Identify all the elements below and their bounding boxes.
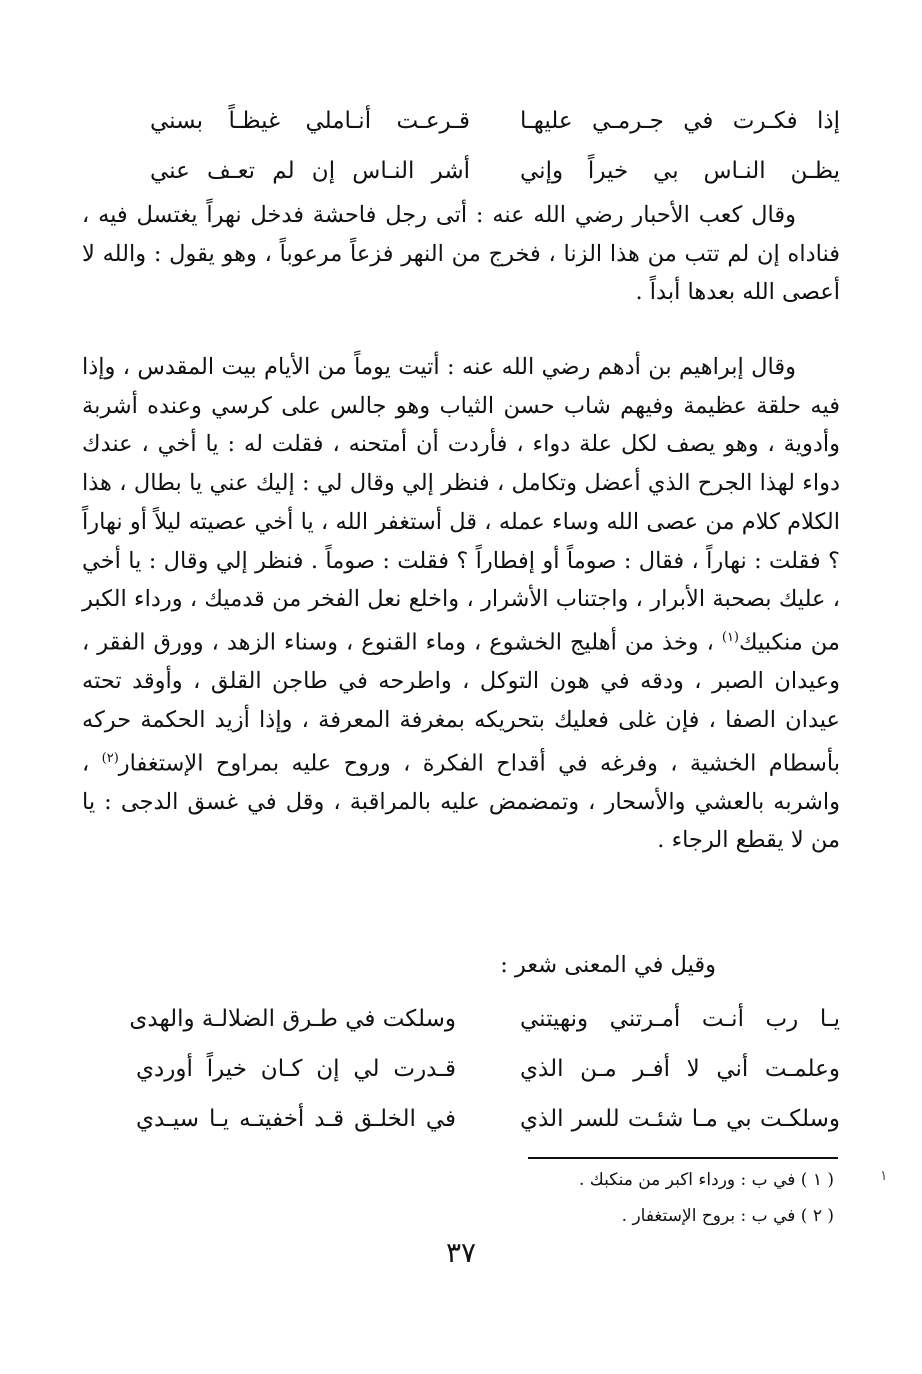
paragraph-ibrahim xyxy=(82,348,840,860)
footnote-separator xyxy=(528,1157,838,1159)
footnote-2: ( ٢ ) في ب : بروح الإستغفار . xyxy=(621,1206,834,1226)
verse-hemistich-first: إذا فكـرت في جـرمـي عليهـا xyxy=(520,108,840,134)
verse-line xyxy=(129,996,840,1046)
verse-hemistich-first: يظـن النـاس بي خيراً وإني xyxy=(520,158,840,184)
poem-intro: وقيل في المعنى شعر : xyxy=(500,952,716,978)
paragraph-text: ، وخذ من أهليج الخشوع ، وماء القنوع ، وسناء الزهد ، وورق الفقر ، وعيدان الصبر ، ودقه في هون التوكل ، واطرحه في طاجن القلق ، وأوقد تحته عيدان الصفا ، فإن غلى فعليك بتحريكه بمغرفة المعرفة ، وإذا أزيد الحكمة حركه بأسطام الخشية ، وفرغه في أقداح الفكرة ، وروح عليه بمراوح الإستغفار xyxy=(82,629,840,777)
footnote-ref: (٢) xyxy=(101,750,119,766)
verse-hemistich-second: في الخلـق قـد أخفيتـه يـا سيـدي xyxy=(136,1106,456,1132)
verse-line xyxy=(150,98,840,148)
paragraph-text: ، واشربه بالعشي والأسحار ، وتمضمض عليه بالمراقبة ، وقل في غسق الدجى : يا من لا يقطع الرجاء . xyxy=(82,750,840,854)
verse-hemistich-first: وسلكـت بي مـا شئـت للسر الذي xyxy=(520,1106,840,1132)
footnotes xyxy=(579,1162,834,1234)
footnote-1: ( ١ ) في ب : ورداء اكبر من منكبك . xyxy=(578,1170,834,1190)
paragraph-kaab: وقال كعب الأحبار رضي الله عنه : أتى رجل فاحشة فدخل نهراً يغتسل فيه ، فناداه إن لم تتب من هذا الزنا ، فخرج من النهر فزعاً مرعوباً ، وهو يقول : والله لا أعصى الله بعدها أبداً . xyxy=(82,202,840,306)
verse-block-top xyxy=(150,98,840,198)
verse-block-bottom xyxy=(129,996,840,1146)
verse-hemistich-second: وسلكت في طـرق الضلالـة والهدى xyxy=(129,1006,456,1032)
page-number: ٣٧ xyxy=(445,1236,477,1269)
verse-hemistich-second: قـرعـت أنـاملي غيظـاً بسني xyxy=(150,108,470,134)
footnote-ref: (١) xyxy=(721,629,739,645)
verse-hemistich-first: وعلمـت أني لا أفـر مـن الذي xyxy=(520,1056,840,1082)
margin-mark: ١ xyxy=(880,1168,888,1184)
verse-hemistich-first: يـا رب أنـت أمـرتني ونهيتني xyxy=(520,1006,840,1032)
verse-line xyxy=(150,148,840,198)
verse-line xyxy=(136,1046,840,1096)
verse-hemistich-second: أشر النـاس إن لم تعـف عني xyxy=(150,158,470,184)
verse-line xyxy=(136,1096,840,1146)
paragraph-text: وقال إبراهيم بن أدهم رضي الله عنه : أتيت يوماً من الأيام بيت المقدس ، وإذا فيه حلقة عظيمة وفيهم شاب حسن الثياب وهو جالس على كرسي وعنده أشربة وأدوية ، وهو يصف لكل علة دواء ، فأردت أن أمتحنه ، فقلت له : يا أخي ، عندك دواء لهذا الجرح الذي أعضل وتكامل ، فنظر إلي وقال لي : إليك عني يا بطال ، هذا الكلام كلام من عصى الله وساء عمله ، قل أستغفر الله ، يا أخي عصيته ليلاً أو نهاراً ؟ فقلت : نهاراً ، فقال : صوماً أو إفطاراً ؟ فقلت : صوماً . فنظر إلي وقال : يا أخي ، عليك بصحبة الأبرار ، واجتناب الأشرار ، واخلع نعل الفخر من قدميك ، ورداء الكبر من منكبيك xyxy=(82,354,840,656)
verse-hemistich-second: قـدرت لي إن كـان خيراً أوردي xyxy=(136,1056,456,1082)
